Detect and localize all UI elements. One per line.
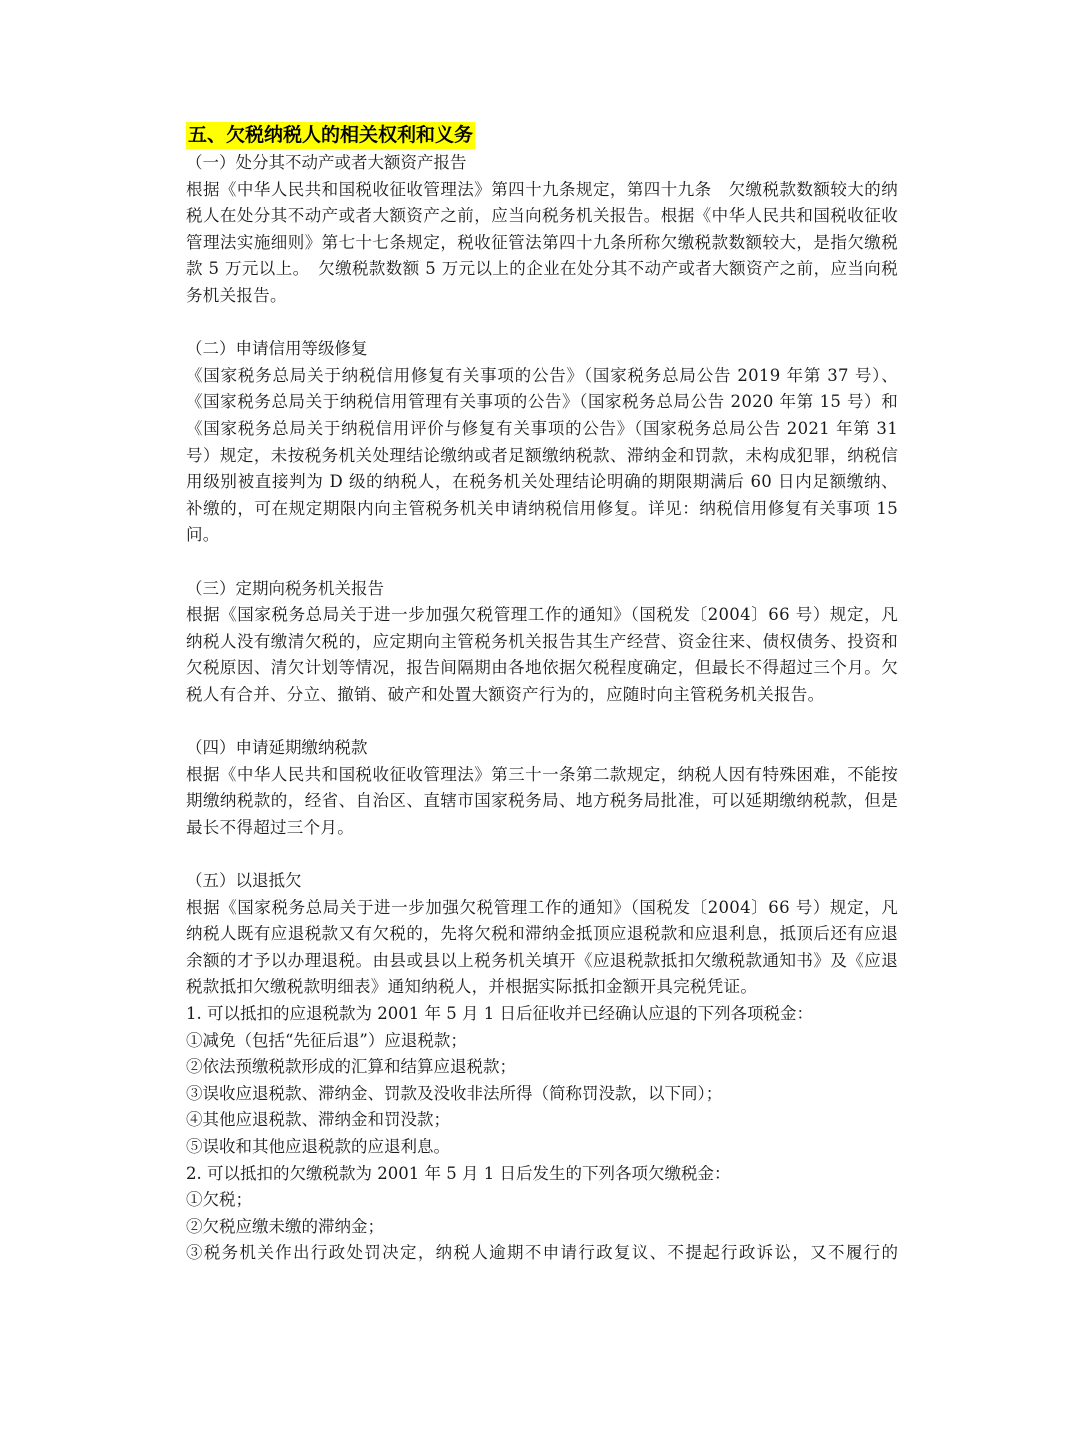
spacer — [186, 310, 898, 337]
section-heading-2: （二）申请信用等级修复 — [186, 339, 368, 359]
list-item: ③税务机关作出行政处罚决定，纳税人逾期不申请行政复议、不提起行政诉讼，又不履行的 — [186, 1243, 898, 1263]
spacer — [186, 841, 898, 868]
list-item: ①减免（包括“先征后退”）应退税款； — [186, 1030, 467, 1050]
section-paragraph-1: 根据《中华人民共和国税收征收管理法》第四十九条规定，第四十九条 欠缴税款数额较大的纳税人在处分其不动产或者大额资产之前，应当向税务机关报告。根据《中华人民共和国税收征收管理法实施细则》第七十七条规定，税收征管法第四十九条所称欠缴税款数额较大，是指欠缴税款 5 万元以上。 欠缴税款数额 5 万元以上的企业在处分其不动产或者大额资产之前，应当向税务机关报告。 — [186, 179, 898, 305]
list-item: ④其他应退税款、滞纳金和罚没款； — [186, 1110, 450, 1130]
spacer — [186, 708, 898, 735]
refund-list-intro: 1. 可以抵扣的应退税款为 2001 年 5 月 1 日后征收并已经确认应退的下列各项税金： — [186, 1004, 813, 1023]
list-item: ②依法预缴税款形成的汇算和结算应退税款； — [186, 1057, 516, 1077]
document-title: 五、欠税纳税人的相关权利和义务 — [186, 122, 475, 149]
list-item: ⑤误收和其他应退税款的应退利息。 — [186, 1136, 450, 1156]
section-paragraph-4: 根据《中华人民共和国税收征收管理法》第三十一条第二款规定，纳税人因有特殊困难，不能按期缴纳税款的，经省、自治区、直辖市国家税务局、地方税务局批准，可以延期缴纳税款，但是最长不得超过三个月。 — [186, 764, 898, 837]
section-heading-3: （三）定期向税务机关报告 — [186, 578, 384, 598]
title-row — [186, 122, 898, 150]
list-item: ②欠税应缴未缴的滞纳金； — [186, 1216, 384, 1236]
section-heading-1: （一）处分其不动产或者大额资产报告 — [186, 153, 467, 172]
list-item: ①欠税； — [186, 1190, 252, 1210]
section-heading-5: （五）以退抵欠 — [186, 871, 302, 891]
section-paragraph-5: 根据《国家税务总局关于进一步加强欠税管理工作的通知》（国税发〔2004〕66 号）规定，凡纳税人既有应退税款又有欠税的，先将欠税和滞纳金抵顶应退税款和应退利息，抵顶后还有应退余额的才予以办理退税。由县或县以上税务机关填开《应退税款抵扣欠缴税款通知书》及《应退税款抵扣欠缴税款明细表》通知纳税人，并根据实际抵扣金额开具完税凭证。 — [186, 897, 898, 997]
document-page — [186, 122, 898, 1267]
section-paragraph-2: 《国家税务总局关于纳税信用修复有关事项的公告》（国家税务总局公告 2019 年第 37 号）、《国家税务总局关于纳税信用管理有关事项的公告》（国家税务总局公告 2020 年第 15 号）和《国家税务总局关于纳税信用评价与修复有关事项的公告》（国家税务总局公告 2021 年第 31 号）规定，未按税务机关处理结论缴纳或者足额缴纳税款、滞纳金和罚款，未构成犯罪，纳税信用级别被直接判为 D 级的纳税人，在税务机关处理结论明确的期限期满后 60 日内足额缴纳、补缴的，可在规定期限内向主管税务机关申请纳税信用修复。详见：纳税信用修复有关事项 15 问。 — [186, 365, 898, 545]
arrears-list-intro: 2. 可以抵扣的欠缴税款为 2001 年 5 月 1 日后发生的下列各项欠缴税金： — [186, 1163, 731, 1183]
spacer — [186, 549, 898, 576]
section-paragraph-3: 根据《国家税务总局关于进一步加强欠税管理工作的通知》（国税发〔2004〕66 号）规定，凡纳税人没有缴清欠税的，应定期向主管税务机关报告其生产经营、资金往来、债权债务、投资和欠税原因、清欠计划等情况，报告间隔期由各地依据欠税程度确定，但最长不得超过三个月。欠税人有合并、分立、撤销、破产和处置大额资产行为的，应随时向主管税务机关报告。 — [186, 605, 898, 704]
list-item: ③误收应退税款、滞纳金、罚款及没收非法所得（简称罚没款，以下同）； — [186, 1083, 723, 1103]
section-heading-4: （四）申请延期缴纳税款 — [186, 738, 368, 758]
